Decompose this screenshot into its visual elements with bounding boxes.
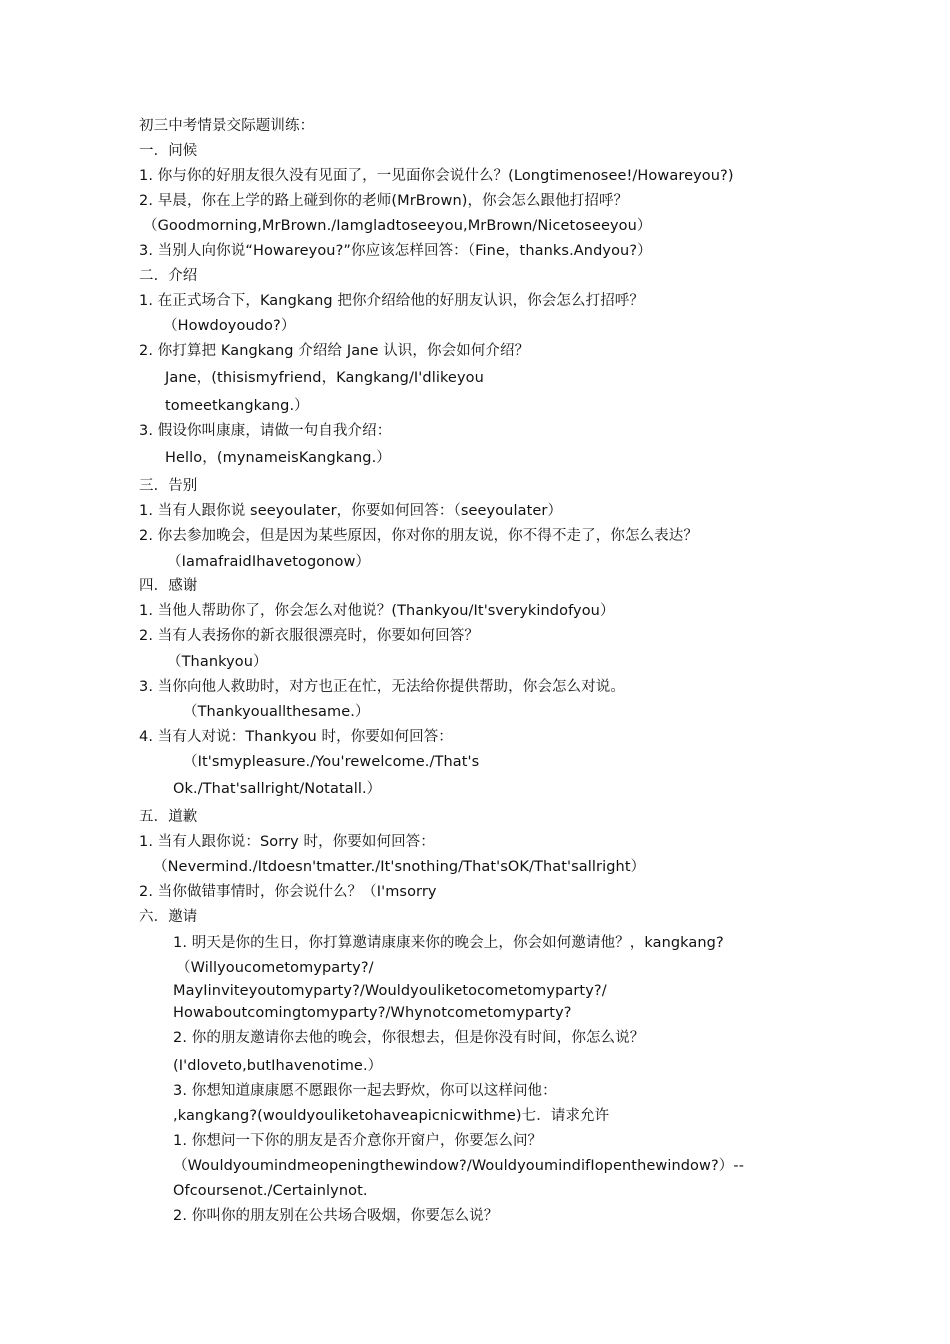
question-text: 2. 你的朋友邀请你去他的晚会，你很想去，但是你没有时间，你怎么说？ (173, 1030, 645, 1046)
answer-text: （Nevermind./Itdoesn'tmatter./It'snothing/That'sOK/That'sallright） (153, 859, 646, 875)
answer-text: （Willyoucometomyparty?/ (176, 960, 374, 976)
answer-text: Jane，(thisismyfriend，Kangkang/I'dlikeyou (165, 370, 484, 386)
section-heading-apology: 五．道歉 (139, 809, 198, 825)
question-text: 1. 在正式场合下，Kangkang 把你介绍给他的好朋友认识，你会怎么打招呼？ (139, 293, 645, 309)
question-text: 2. 你打算把 Kangkang 介绍给 Jane 认识，你会如何介绍？ (139, 343, 530, 359)
question-text: 2. 当有人表扬你的新衣服很漂亮时，你要如何回答？ (139, 628, 479, 644)
section-heading-farewell: 三．告别 (139, 478, 198, 494)
answer-text: （Goodmorning,MrBrown./Iamgladtoseeyou,MrBrown/Nicetoseeyou） (143, 218, 652, 234)
question-text: 3. 假设你叫康康，请做一句自我介绍： (139, 423, 392, 439)
answer-text: （Thankyou） (167, 654, 268, 670)
section-heading-thanks: 四．感谢 (139, 578, 198, 594)
doc-title: 初三中考情景交际题训练： (139, 118, 315, 134)
answer-text: MayIinviteyoutomyparty?/Wouldyouliketocometomyparty?/ (173, 983, 607, 999)
answer-text: （IamafraidIhavetogonow） (167, 554, 371, 570)
question-text: 1. 当他人帮助你了，你会怎么对他说？(Thankyou/It'sverykindofyou） (139, 603, 615, 619)
question-text: 3. 当别人向你说“Howareyou?”你应该怎样回答：（Fine，thanks.Andyou?） (139, 243, 652, 259)
question-text: 2. 当你做错事情时，你会说什么？（I'msorry (139, 884, 437, 900)
section-heading-introduction: 二．介绍 (139, 268, 198, 284)
answer-text: (I'dloveto,butIhavenotime.） (173, 1058, 383, 1074)
question-text: 1. 当有人跟你说 seeyoulater，你要如何回答：（seeyoulater） (139, 503, 563, 519)
question-text: 2. 早晨，你在上学的路上碰到你的老师(MrBrown)，你会怎么跟他打招呼？ (139, 193, 629, 209)
answer-text: Ofcoursenot./Certainlynot. (173, 1183, 368, 1199)
section-heading-invitation: 六．邀请 (139, 909, 198, 925)
question-text: 1. 明天是你的生日，你打算邀请康康来你的晚会上，你会如何邀请他？，kangkang? (173, 935, 724, 951)
question-text: 4. 当有人对说：Thankyou 时，你要如何回答： (139, 729, 453, 745)
answer-text: （Wouldyoumindmeopeningthewindow?/WouldyoumindifIopenthewindow?）-- (173, 1158, 745, 1174)
question-text: 1. 你想问一下你的朋友是否介意你开窗户，你要怎么问？ (173, 1133, 543, 1149)
question-text: 3. 当你向他人救助时，对方也正在忙，无法给你提供帮助，你会怎么对说。 (139, 679, 625, 695)
answer-text: tomeetkangkang.） (165, 398, 309, 414)
answer-text: （It'smypleasure./You'rewelcome./That's (183, 754, 480, 770)
section-heading-greeting: 一．问候 (139, 143, 198, 159)
answer-text: （Howdoyoudo?） (163, 318, 296, 334)
answer-text: Hello，(mynameisKangkang.） (165, 450, 391, 466)
answer-text: Howaboutcomingtomyparty?/Whynotcometomyparty? (173, 1005, 572, 1021)
question-text: 2. 你叫你的朋友别在公共场合吸烟，你要怎么说？ (173, 1208, 499, 1224)
question-text: 2. 你去参加晚会，但是因为某些原因，你对你的朋友说，你不得不走了，你怎么表达？ (139, 528, 698, 544)
answer-text: （Thankyouallthesame.） (183, 704, 370, 720)
answer-text: Ok./That'sallright/Notatall.） (173, 781, 382, 797)
question-text: 3. 你想知道康康愿不愿跟你一起去野炊，你可以这样问他： (173, 1083, 557, 1099)
question-text: 1. 当有人跟你说：Sorry 时，你要如何回答： (139, 834, 435, 850)
answer-text: ,kangkang?(wouldyouliketohaveapicnicwithme)七．请求允许 (173, 1108, 610, 1124)
question-text: 1. 你与你的好朋友很久没有见面了，一见面你会说什么？(Longtimenosee!/Howareyou?) (139, 168, 734, 184)
